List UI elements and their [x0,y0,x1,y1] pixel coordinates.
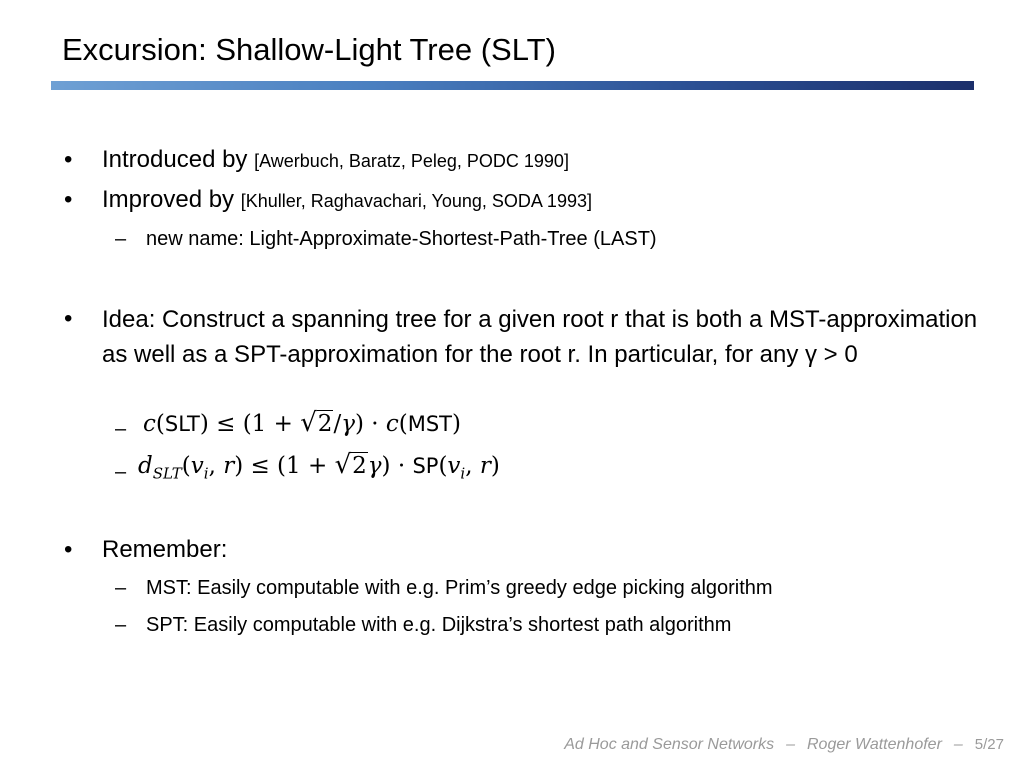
bullet-marker: • [64,536,73,563]
dash-marker: – [115,418,127,440]
dash-marker: – [115,614,127,636]
footer-separator: – [953,736,963,753]
slide-footer [564,736,1004,754]
bullet-improved-text: Improved by [102,186,241,213]
citation-awerbuch: [Awerbuch, Baratz, Peleg, PODC 1990] [254,151,569,171]
sub-bullet-spt: SPT: Easily computable with e.g. Dijkstra’s shortest path algorithm [146,614,732,636]
bullet-improved [102,185,592,216]
bullet-idea: Idea: Construct a spanning tree for a given root r that is both a MST-approximation as well as a SPT-approximation for the root r. In particular, for any γ > 0 [102,306,978,368]
sub-bullet-mst: MST: Easily computable with e.g. Prim’s greedy edge picking algorithm [146,577,773,599]
bullet-marker: • [64,186,73,213]
bullet-introduced [102,145,569,176]
slide-title: Excursion: Shallow-Light Tree (SLT) [62,32,556,67]
bullet-introduced-text: Introduced by [102,146,255,173]
title-divider-bar [51,81,974,90]
footer-page-number: 5/27 [974,736,1004,753]
dash-marker: – [115,228,127,250]
footer-author: Roger Wattenhofer [807,736,942,753]
dash-marker: – [115,461,127,483]
sub-bullet-new-name: new name: Light-Approximate-Shortest-Path-Tree (LAST) [146,228,657,250]
formula-cost-bound: c(SLT) ≤ (1 + √2/γ) · c(MST) [143,408,461,438]
formula-distance-bound: $d_{SLT}(v_i$, $r) \le (1 + √2\gamma) \cdot SP(v_i$, r) [138,450,500,483]
citation-khuller: [Khuller, Raghavachari, Young, SODA 1993] [240,191,592,211]
bullet-marker: • [64,305,73,332]
bullet-remember: Remember: [102,536,228,563]
dash-marker: – [115,577,127,599]
footer-course: Ad Hoc and Sensor Networks [564,736,775,753]
bullet-marker: • [64,146,73,173]
footer-separator: – [786,736,795,753]
